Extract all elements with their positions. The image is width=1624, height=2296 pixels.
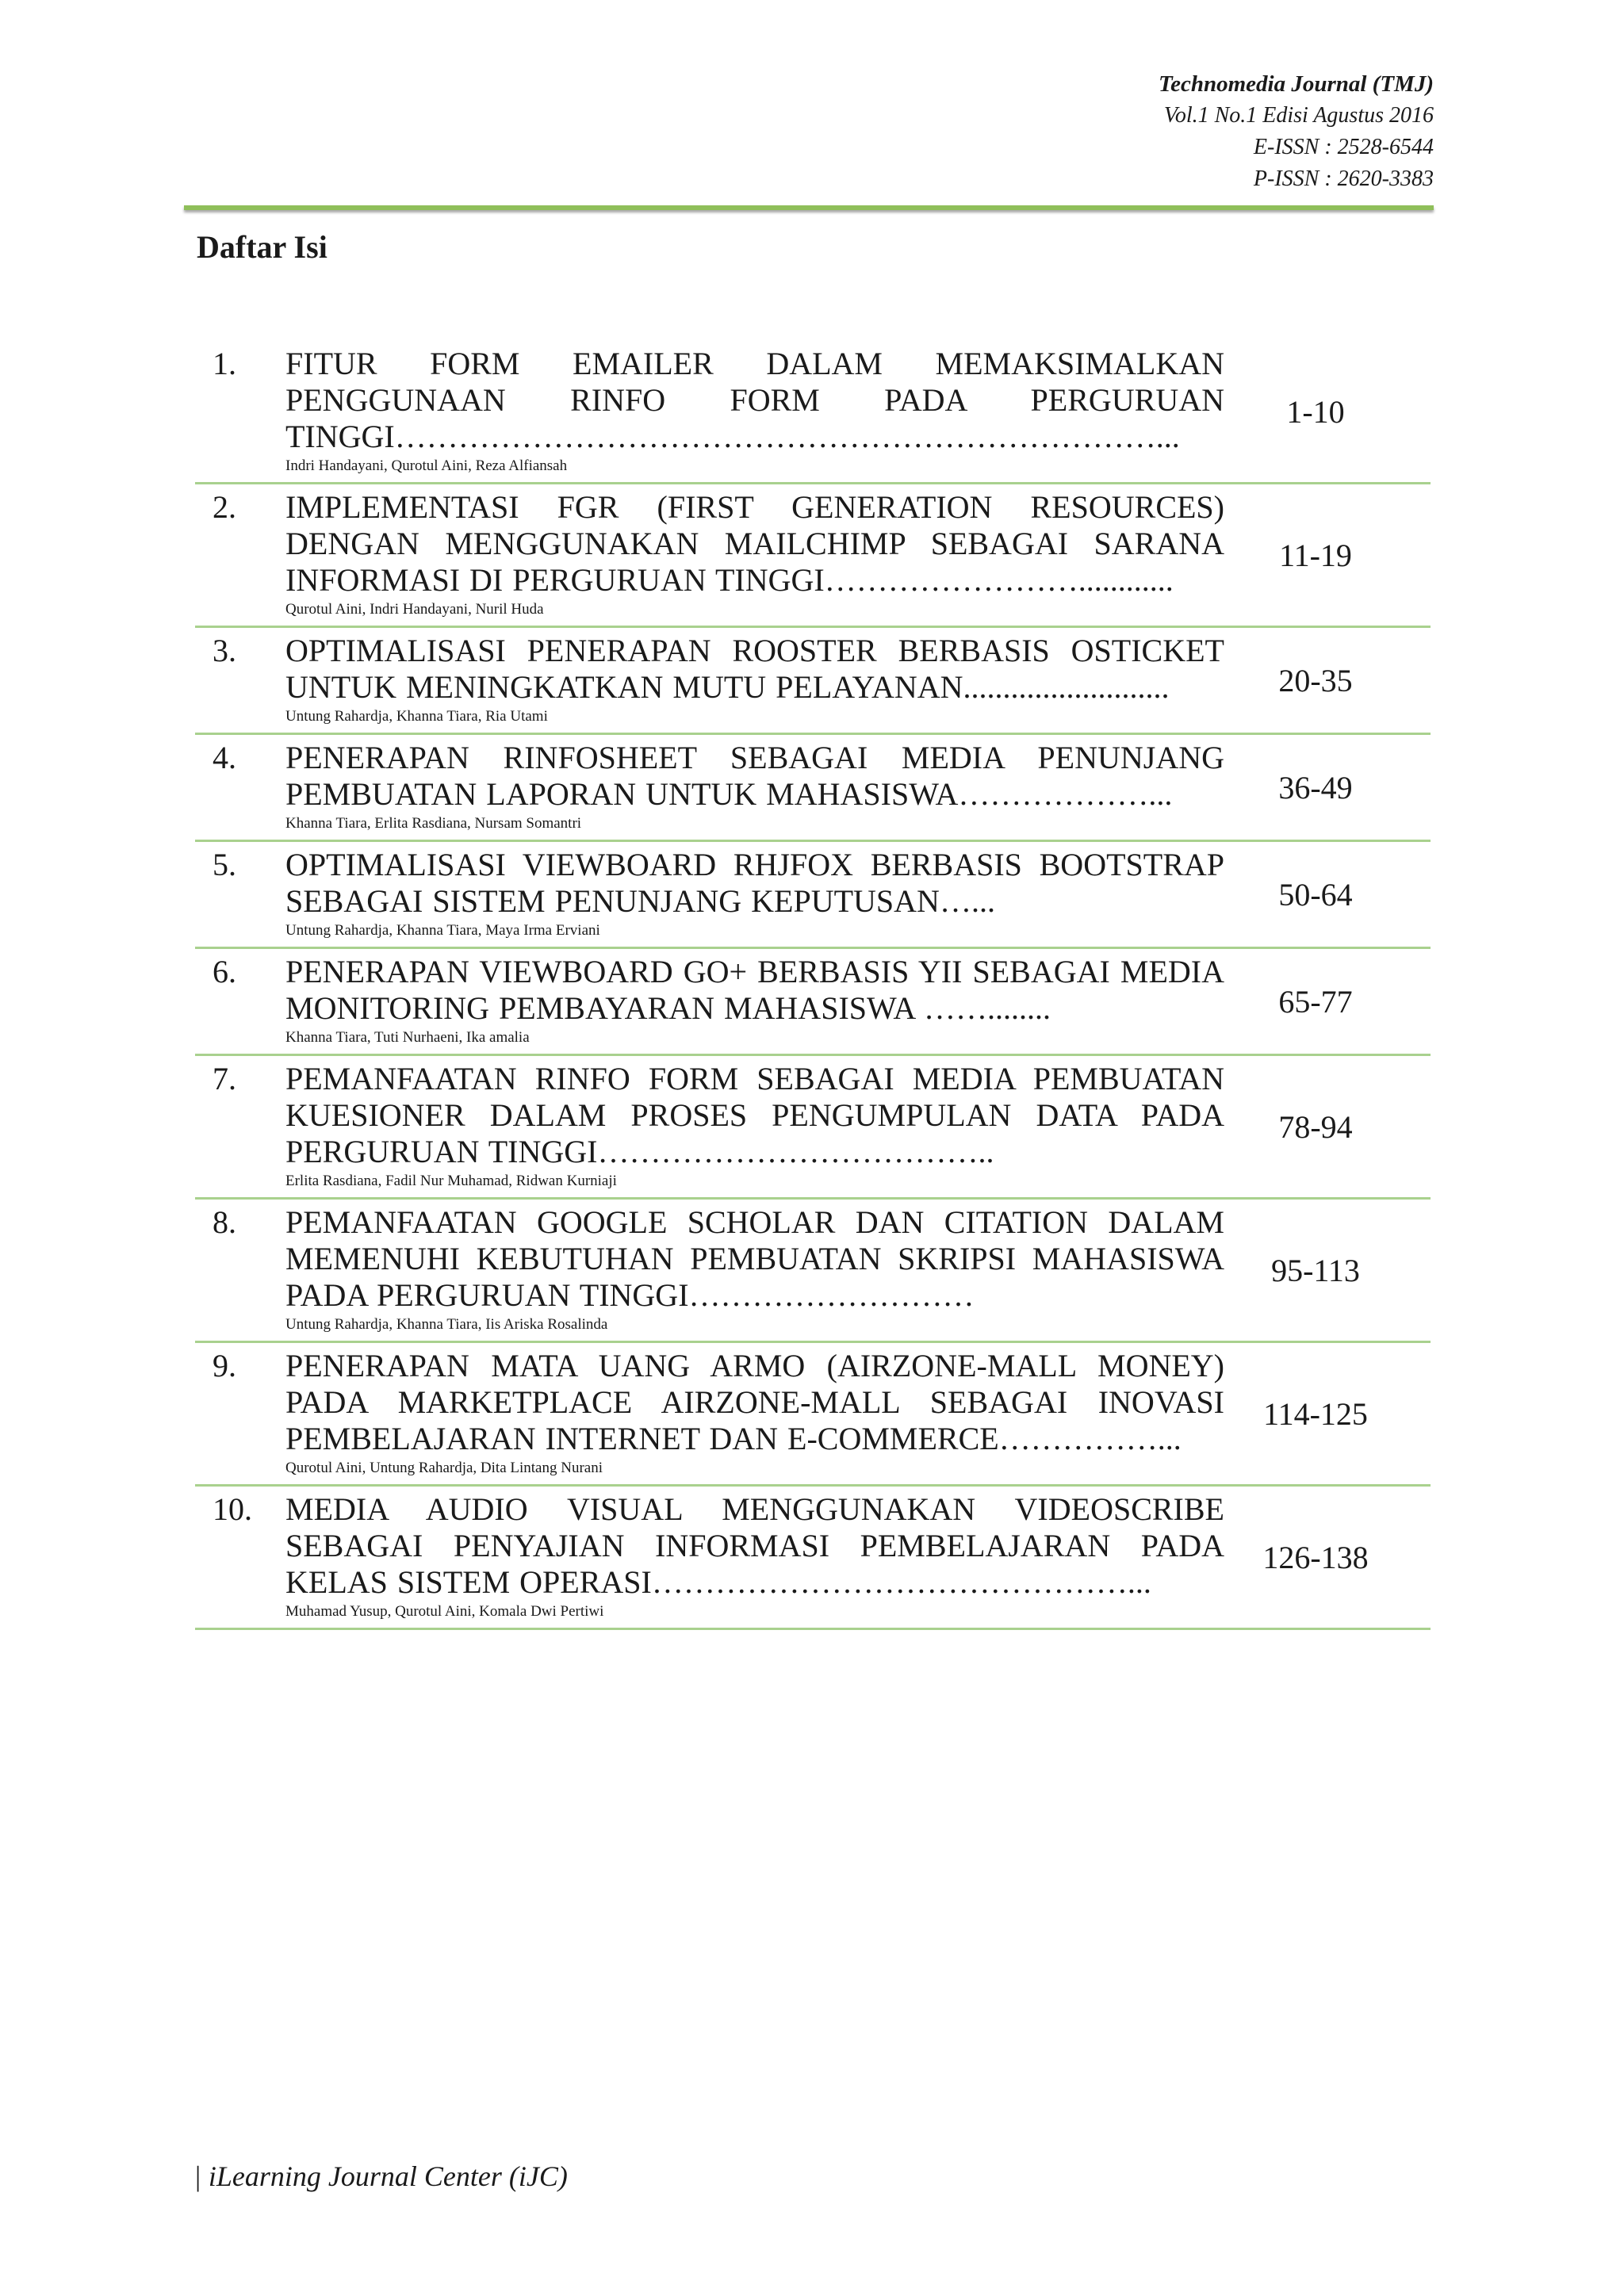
entry-authors: Indri Handayani, Qurotul Aini, Reza Alfiansah <box>285 457 568 474</box>
page-footer: | iLearning Journal Center (iJC) <box>193 2160 568 2192</box>
entry-pages: 78-94 <box>1278 1108 1353 1145</box>
toc-entry-7[interactable] <box>195 1056 1431 1200</box>
entry-authors: Qurotul Aini, Untung Rahardja, Dita Lintang Nurani <box>285 1460 603 1476</box>
table-of-contents <box>195 341 1431 1630</box>
toc-entry-1[interactable] <box>195 341 1431 484</box>
entry-number: 2. <box>213 489 236 525</box>
entry-title: PENERAPAN VIEWBOARD GO+ BERBASIS YII SEBAGAI MEDIA MONITORING PEMBAYARAN MAHASISWA ……........ <box>285 954 1224 1026</box>
journal-eissn: E-ISSN : 2528-6544 <box>1253 135 1434 159</box>
entry-number: 8. <box>213 1204 236 1240</box>
toc-entry-4[interactable] <box>195 735 1431 842</box>
entry-title: IMPLEMENTASI FGR (FIRST GENERATION RESOURCES) DENGAN MENGGUNAKAN MAILCHIMP SEBAGAI SARANA INFORMASI DI PERGURUAN TINGGI……………………............ <box>285 489 1224 598</box>
entry-authors: Qurotul Aini, Indri Handayani, Nuril Huda <box>285 601 544 618</box>
journal-pissn: P-ISSN : 2620-3383 <box>1253 166 1434 191</box>
entry-title: PEMANFAATAN RINFO FORM SEBAGAI MEDIA PEMBUATAN KUESIONER DALAM PROSES PENGUMPULAN DATA PADA PERGURUAN TINGGI……………………………….. <box>285 1061 1224 1169</box>
journal-header <box>1159 68 1434 195</box>
entry-pages: 50-64 <box>1278 876 1353 913</box>
entry-pages: 114-125 <box>1263 1395 1368 1432</box>
entry-number: 6. <box>213 954 236 989</box>
page-title: Daftar Isi <box>197 229 327 265</box>
entry-pages: 36-49 <box>1278 769 1353 806</box>
entry-number: 7. <box>213 1061 236 1096</box>
entry-authors: Untung Rahardja, Khanna Tiara, Maya Irma Erviani <box>285 922 600 939</box>
journal-name: Technomedia Journal (TMJ) <box>1159 71 1434 97</box>
entry-authors: Erlita Rasdiana, Fadil Nur Muhamad, Ridwan Kurniaji <box>285 1173 617 1189</box>
entry-authors: Khanna Tiara, Tuti Nurhaeni, Ika amalia <box>285 1029 530 1046</box>
entry-number: 4. <box>213 740 236 775</box>
toc-entry-3[interactable] <box>195 628 1431 735</box>
entry-title: PENERAPAN MATA UANG ARMO (AIRZONE-MALL MONEY) PADA MARKETPLACE AIRZONE-MALL SEBAGAI INOVASI PEMBELAJARAN INTERNET DAN E-COMMERCE……………... <box>285 1348 1224 1456</box>
toc-entry-6[interactable] <box>195 949 1431 1056</box>
toc-entry-5[interactable] <box>195 842 1431 949</box>
entry-title: OPTIMALISASI VIEWBOARD RHJFOX BERBASIS BOOTSTRAP SEBAGAI SISTEM PENUNJANG KEPUTUSAN…... <box>285 847 1224 919</box>
toc-entry-8[interactable] <box>195 1200 1431 1343</box>
entry-authors: Untung Rahardja, Khanna Tiara, Ria Utami <box>285 708 548 725</box>
entry-number: 10. <box>213 1491 252 1527</box>
entry-title: PENERAPAN RINFOSHEET SEBAGAI MEDIA PENUNJANG PEMBUATAN LAPORAN UNTUK MAHASISWA………………... <box>285 740 1224 812</box>
journal-volume: Vol.1 No.1 Edisi Agustus 2016 <box>1163 103 1434 128</box>
entry-number: 1. <box>213 346 236 381</box>
toc-entry-9[interactable] <box>195 1343 1431 1487</box>
entry-pages: 1-10 <box>1286 393 1345 430</box>
entry-title: FITUR FORM EMAILER DALAM MEMAKSIMALKAN PENGGUNAAN RINFO FORM PADA PERGURUAN TINGGI………………………………………………………………... <box>285 346 1224 454</box>
entry-authors: Muhamad Yusup, Qurotul Aini, Komala Dwi Pertiwi <box>285 1603 604 1620</box>
entry-number: 3. <box>213 633 236 668</box>
entry-pages: 126-138 <box>1262 1539 1369 1575</box>
entry-pages: 11-19 <box>1279 537 1352 573</box>
entry-number: 5. <box>213 847 236 882</box>
entry-pages: 95-113 <box>1271 1252 1360 1288</box>
entry-pages: 65-77 <box>1278 983 1353 1020</box>
entry-number: 9. <box>213 1348 236 1383</box>
toc-entry-10[interactable] <box>195 1487 1431 1630</box>
header-divider <box>184 205 1434 210</box>
entry-title: PEMANFAATAN GOOGLE SCHOLAR DAN CITATION DALAM MEMENUHI KEBUTUHAN PEMBUATAN SKRIPSI MAHASISWA PADA PERGURUAN TINGGI……………………… <box>285 1204 1224 1313</box>
entry-title: MEDIA AUDIO VISUAL MENGGUNAKAN VIDEOSCRIBE SEBAGAI PENYAJIAN INFORMASI PEMBELAJARAN PADA KELAS SISTEM OPERASI………………………………………... <box>285 1491 1224 1600</box>
entry-authors: Untung Rahardja, Khanna Tiara, Iis Ariska Rosalinda <box>285 1316 608 1333</box>
entry-title: OPTIMALISASI PENERAPAN ROOSTER BERBASIS OSTICKET UNTUK MENINGKATKAN MUTU PELAYANAN.......................... <box>285 633 1224 705</box>
entry-pages: 20-35 <box>1278 662 1353 698</box>
entry-authors: Khanna Tiara, Erlita Rasdiana, Nursam Somantri <box>285 815 582 832</box>
toc-entry-2[interactable] <box>195 484 1431 628</box>
